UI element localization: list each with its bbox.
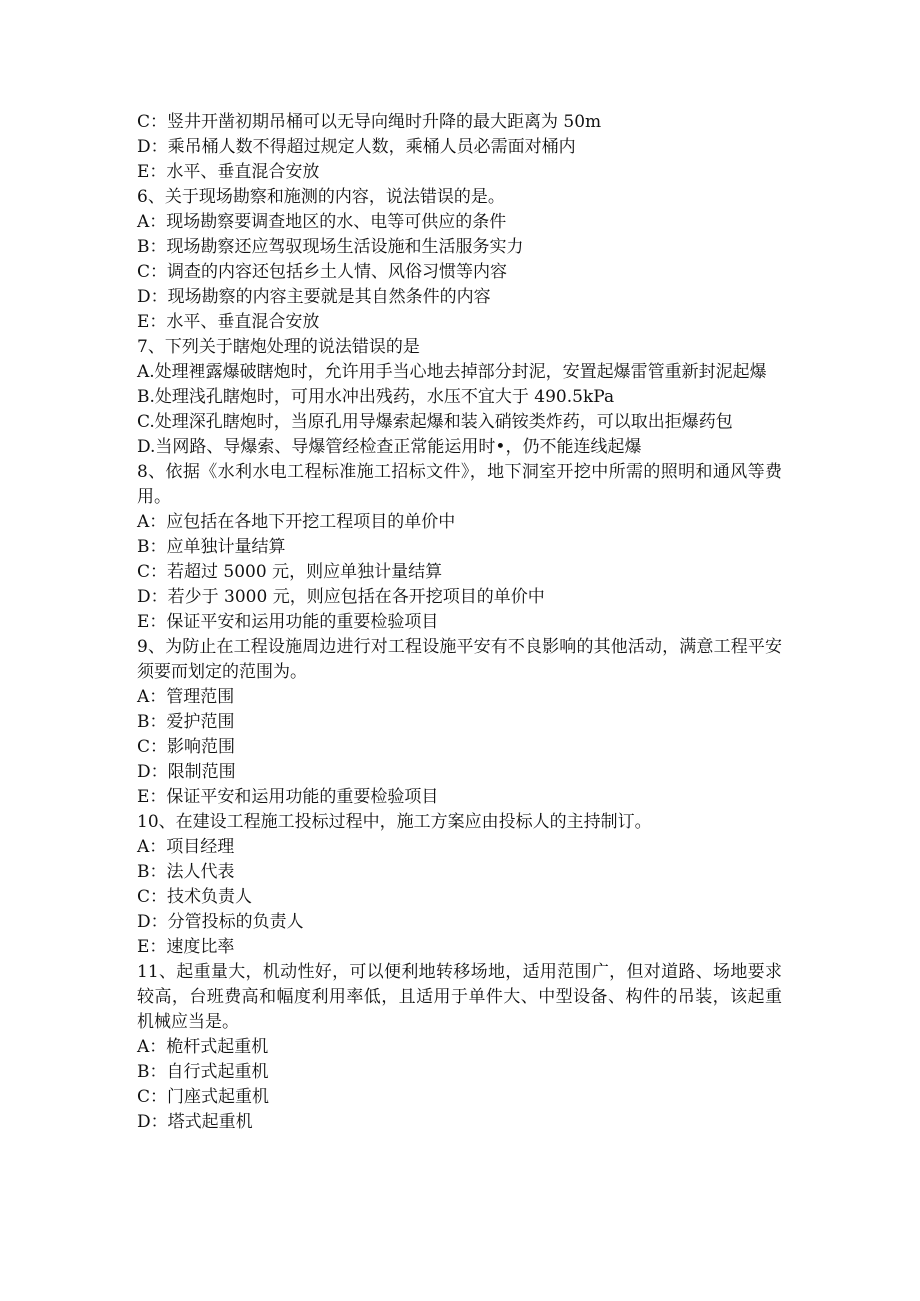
option-line: C：调查的内容还包括乡土人情、风俗习惯等内容 — [137, 262, 508, 282]
option-line: E：水平、垂直混合安放 — [137, 312, 320, 332]
question-9: 9、为防止在工程设施周边进行对工程设施平安有不良影响的其他活动，满意工程平安须要而划定的范围为。 — [137, 637, 782, 682]
option-line: C：若超过 5000 元，则应单独计量结算 — [137, 562, 443, 582]
document-text — [137, 110, 782, 1135]
option-line: A.处理裡露爆破瞎炮时，允许用手当心地去掉部分封泥，安置起爆雷管重新封泥起爆 — [137, 362, 767, 382]
option-line: A：项目经理 — [137, 837, 235, 857]
option-line: D：现场勘察的内容主要就是其自然条件的内容 — [137, 287, 491, 307]
question-6: 6、关于现场勘察和施测的内容，说法错误的是。 — [137, 187, 505, 207]
question-11: 11、起重量大，机动性好，可以便利地转移场地，适用范围广，但对道路、场地要求较高，台班费高和幅度利用率低，且适用于单件大、中型设备、构件的吊装，该起重机械应当是。 — [137, 962, 782, 1032]
option-line: E：速度比率 — [137, 937, 235, 957]
option-line: C：技术负责人 — [137, 887, 253, 907]
option-line: A：现场勘察要调查地区的水、电等可供应的条件 — [137, 212, 507, 232]
option-line: C：门座式起重机 — [137, 1087, 270, 1107]
option-line: B：应单独计量结算 — [137, 537, 286, 557]
option-line: B：自行式起重机 — [137, 1062, 269, 1082]
option-line: A：管理范围 — [137, 687, 235, 707]
option-line: D：若少于 3000 元，则应包括在各开挖项目的单价中 — [137, 587, 545, 607]
option-line: B：爱护范围 — [137, 712, 235, 732]
text-line: D：乘吊桶人数不得超过规定人数，乘桶人员必需面对桶内 — [137, 137, 576, 157]
option-line: D：分管投标的负责人 — [137, 912, 304, 932]
question-8: 8、依据《水利水电工程标准施工招标文件》，地下洞室开挖中所需的照明和通风等费用。 — [137, 462, 782, 507]
question-7: 7、下列关于瞎炮处理的说法错误的是 — [137, 337, 420, 357]
question-10: 10、在建设工程施工投标过程中，施工方案应由投标人的主持制订。 — [137, 812, 652, 832]
option-line: D：塔式起重机 — [137, 1112, 253, 1132]
option-line: B：现场勘察还应驾驭现场生活设施和生活服务实力 — [137, 237, 524, 257]
option-line: B.处理浅孔瞎炮时，可用水冲出残药，水压不宜大于 490.5kPa — [137, 387, 615, 407]
option-line: E：保证平安和运用功能的重要检验项目 — [137, 612, 439, 632]
option-line: D.当网路、导爆索、导爆管经检查正常能运用时•，仍不能连线起爆 — [137, 437, 642, 457]
option-line: D：限制范围 — [137, 762, 236, 782]
text-line: E：水平、垂直混合安放 — [137, 162, 320, 182]
option-line: E：保证平安和运用功能的重要检验项目 — [137, 787, 439, 807]
text-line: C：竖井开凿初期吊桶可以无导向绳时升降的最大距离为 50m — [137, 112, 602, 132]
option-line: C：影响范围 — [137, 737, 236, 757]
option-line: B：法人代表 — [137, 862, 235, 882]
option-line: A：应包括在各地下开挖工程项目的单价中 — [137, 512, 456, 532]
option-line: C.处理深孔瞎炮时，当原孔用导爆索起爆和装入硝铵类炸药，可以取出拒爆药包 — [137, 412, 733, 432]
option-line: A：桅杆式起重机 — [137, 1037, 269, 1057]
